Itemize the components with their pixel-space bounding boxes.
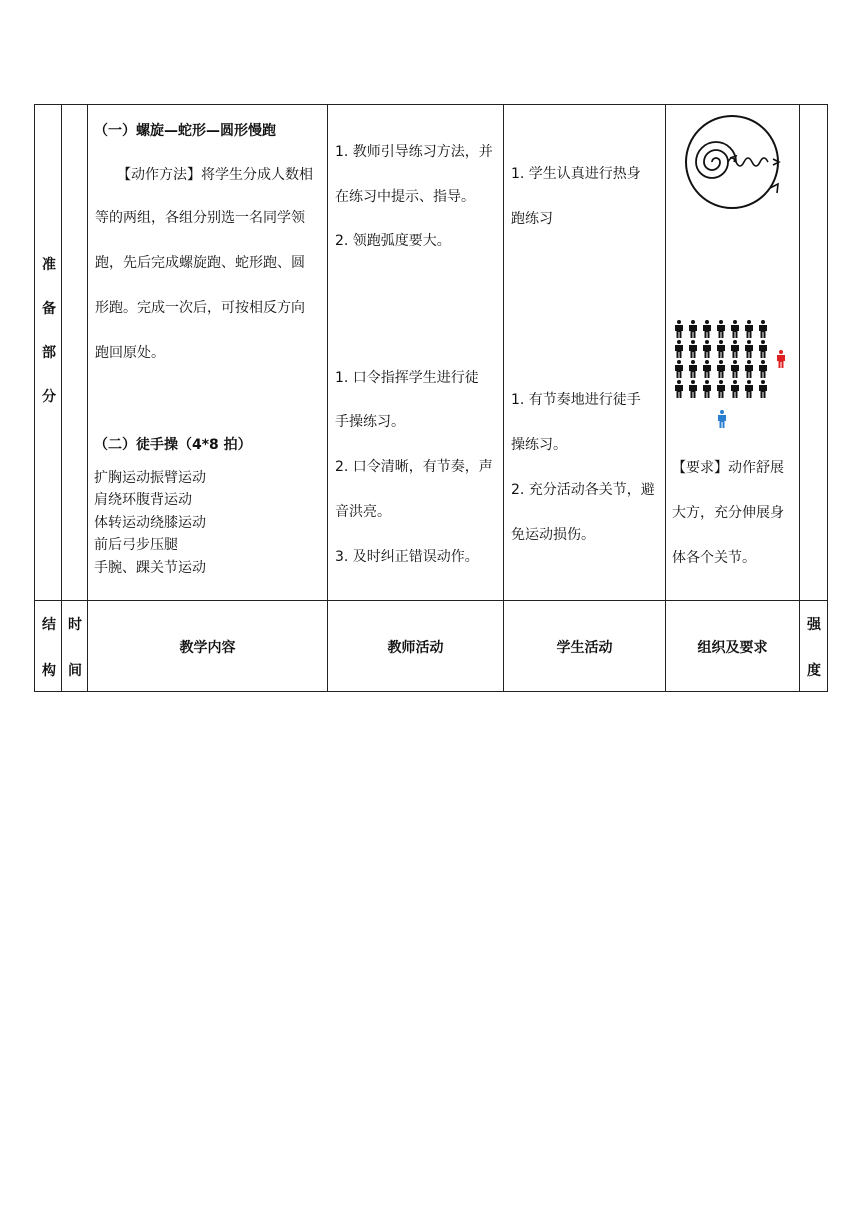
student-figure (717, 360, 725, 378)
header-intensity-char: 度 (807, 663, 821, 679)
header-student-activity: 学生活动 (556, 639, 613, 656)
student-line: 1. 有节奏地进行徒手 (511, 392, 641, 408)
section-label-char: 部 (42, 345, 56, 361)
student-figure (745, 360, 753, 378)
col-divider-6 (799, 104, 800, 692)
teacher-line: 1. 口令指挥学生进行徒 (335, 370, 479, 386)
section-label-char: 准 (42, 257, 56, 273)
student-line: 2. 充分活动各关节，避 (511, 482, 655, 498)
student-figure (745, 340, 753, 358)
student-figure (745, 380, 753, 398)
student-figure (745, 320, 753, 338)
exercise-item: 手腕、踝关节运动 (94, 560, 206, 576)
student-figure (731, 380, 739, 398)
part2-title: （二）徒手操（4*8 拍） (94, 437, 252, 453)
student-figure (731, 360, 739, 378)
teacher-line: 2. 口令清晰，有节奏，声 (335, 459, 493, 475)
section-label-char: 分 (42, 389, 56, 405)
student-figure (731, 340, 739, 358)
student-figure (759, 320, 767, 338)
section-label-char: 备 (42, 301, 56, 317)
requirement-line: 大方，充分伸展身 (672, 505, 784, 521)
student-figure (703, 340, 711, 358)
method-line: 形跑。完成一次后，可按相反方向 (95, 300, 305, 316)
student-figure (689, 320, 697, 338)
student-figure (717, 380, 725, 398)
header-intensity-char: 强 (807, 617, 821, 633)
student-figure (703, 380, 711, 398)
header-time (64, 614, 86, 680)
student-figure (731, 320, 739, 338)
exercise-item: 体转运动绕膝运动 (94, 515, 206, 531)
teacher-figure (718, 410, 726, 428)
method-line: 跑回原处。 (95, 345, 165, 361)
part1-title: （一）螺旋—蛇形—圆形慢跑 (94, 123, 276, 139)
student-figure (759, 380, 767, 398)
student-figure (703, 320, 711, 338)
student-figure (703, 360, 711, 378)
formation-diagram (670, 318, 794, 432)
leader-figure (777, 350, 785, 368)
header-intensity (802, 614, 826, 680)
exercise-item: 前后弓步压腿 (94, 537, 178, 553)
teacher-line: 在练习中提示、指导。 (335, 189, 475, 205)
method-line: 等的两组，各组分别选一名同学领 (95, 210, 305, 226)
exercise-item: 扩胸运动振臂运动 (94, 470, 206, 486)
teacher-line: 音洪亮。 (335, 504, 391, 520)
requirement-line: 【要求】动作舒展 (672, 460, 784, 476)
teacher-line: 1. 教师引导练习方法，并 (335, 144, 493, 160)
header-time-char: 时 (68, 617, 82, 633)
teacher-line: 3. 及时纠正错误动作。 (335, 549, 479, 565)
header-teacher-activity: 教师活动 (387, 639, 444, 656)
requirement-line: 体各个关节。 (672, 550, 756, 566)
student-figure (675, 340, 683, 358)
header-structure-char: 结 (42, 617, 56, 633)
student-line: 免运动损伤。 (511, 527, 595, 543)
student-figure (675, 380, 683, 398)
teacher-line: 2. 领跑弧度要大。 (335, 233, 451, 249)
student-figure (675, 360, 683, 378)
student-figure (689, 340, 697, 358)
method-line: 跑，先后完成螺旋跑、蛇形跑、圆 (95, 255, 305, 271)
header-structure (38, 614, 60, 680)
col-divider-1 (61, 104, 62, 692)
student-figure (759, 340, 767, 358)
header-organization: 组织及要求 (697, 639, 768, 656)
student-figure (717, 340, 725, 358)
student-figure (675, 320, 683, 338)
student-figure (689, 360, 697, 378)
student-line: 操练习。 (511, 437, 567, 453)
student-figure (759, 360, 767, 378)
teacher-line: 手操练习。 (335, 414, 405, 430)
section-label (40, 254, 58, 406)
header-structure-char: 构 (42, 663, 56, 679)
header-teaching-content: 教学内容 (179, 639, 236, 656)
student-figure (717, 320, 725, 338)
exercise-item: 肩绕环腹背运动 (94, 492, 192, 508)
header-time-char: 间 (68, 663, 82, 679)
student-line: 跑练习 (511, 211, 553, 227)
method-line: 【动作方法】将学生分成人数相 (117, 167, 313, 183)
student-line: 1. 学生认真进行热身 (511, 166, 641, 182)
student-figure (689, 380, 697, 398)
spiral-run-diagram (670, 110, 794, 214)
